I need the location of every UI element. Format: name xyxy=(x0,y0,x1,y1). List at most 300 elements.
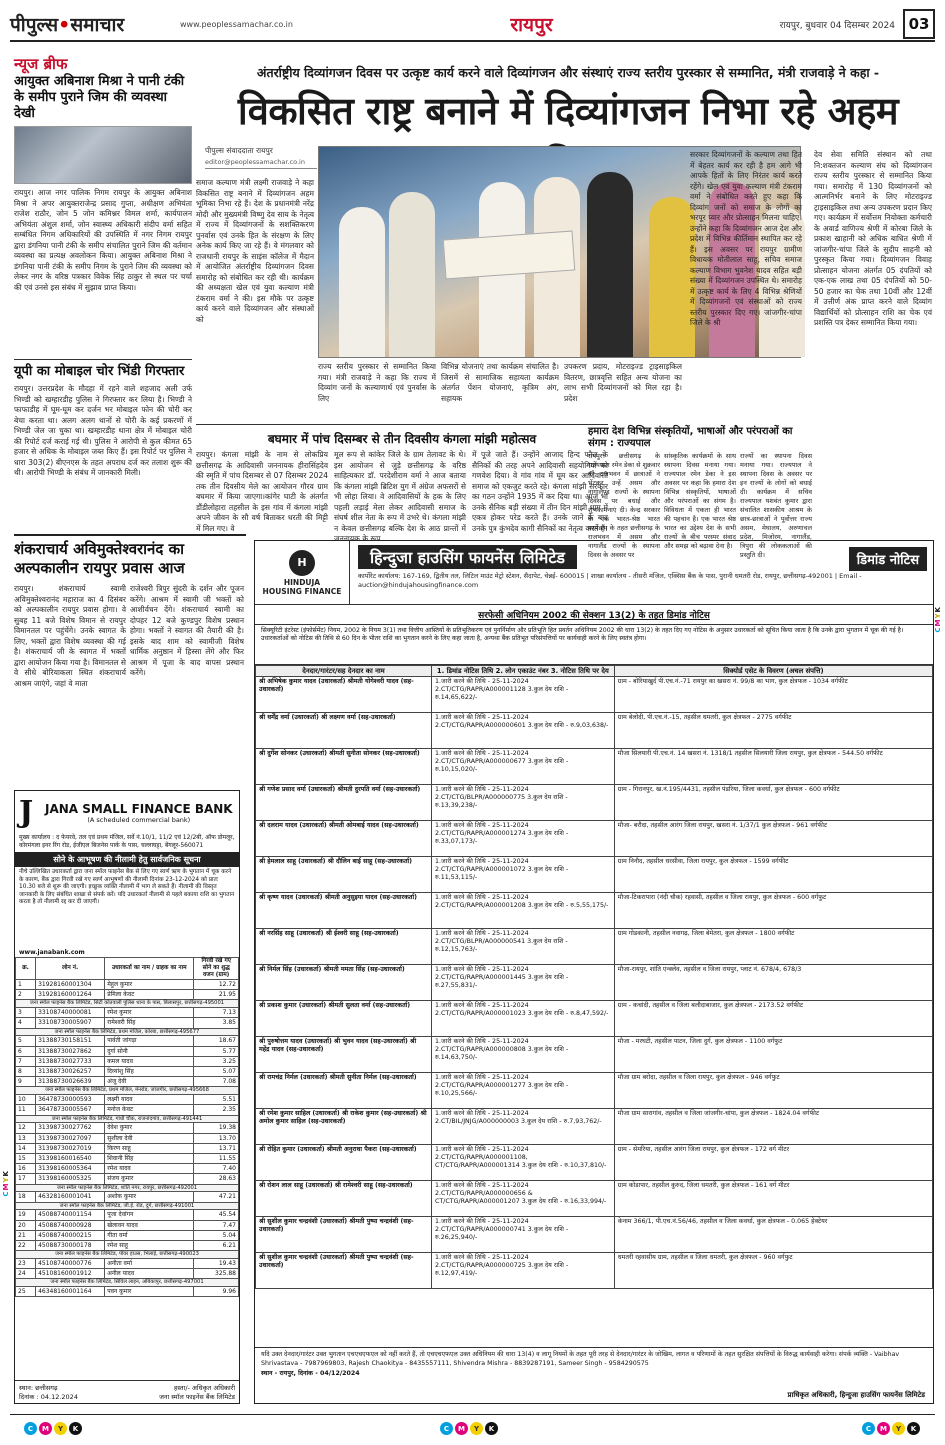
brief-photo-1 xyxy=(14,126,192,184)
divider xyxy=(196,424,608,425)
table-row xyxy=(256,821,933,857)
magenta-dot-icon: M xyxy=(39,1422,52,1435)
borrower-names: श्री धर्मेंद्र वर्मा (उधारकर्ता) श्री लक्ष्मण वर्मा (सह-उधारकर्ता) xyxy=(256,713,432,749)
table-row xyxy=(16,1220,239,1230)
footer-signatory: प्राधिकृत अधिकारी, हिन्दुजा हाउसिंग फायनेंस लिमिटेड xyxy=(787,1390,925,1399)
borrower-names: श्री नरसिंह साहू (उधारकर्ता) श्री ईश्वरी साहू (सह-उधारकर्ता) xyxy=(256,929,432,965)
masthead xyxy=(10,8,935,42)
table-row xyxy=(16,1259,239,1269)
table-row xyxy=(256,893,933,929)
loan-details: 1.जारी करने की तिथि - 25-11-2024 2.CT/CTG/RAPR/A000001023 3.कुल देय राशि - रु.8,47,592/- xyxy=(432,1001,615,1037)
gold-loan-table xyxy=(15,957,239,1297)
gold-weight-cell: 5.77 xyxy=(194,1046,239,1056)
borrower-name-cell: अनीता वर्मा xyxy=(105,1259,194,1269)
borrower-names: श्री निर्मल सिंह (उधारकर्ता) श्रीमती ममता सिंह (सह-उधारकर्ता) xyxy=(256,965,432,1001)
news-brief-column xyxy=(14,74,192,562)
dateline: रायपुर, बुधवार 04 दिसम्बर 2024 xyxy=(779,20,895,31)
loan-number-cell: 31398730027097 xyxy=(36,1133,105,1143)
branch-row xyxy=(16,1115,239,1123)
branch-row xyxy=(16,1279,239,1287)
table-row xyxy=(256,1217,933,1253)
gold-weight-cell: 47.21 xyxy=(194,1192,239,1202)
loan-details: 1.जारी करने की तिथि - 25-11-2024 2.CT/CTG/RAPR/A000001072 3.कुल देय राशि - रु.11,53,115/- xyxy=(432,857,615,893)
shankaracharya-col-2: राजेश्वरी त्रिपुर सुंदरी के दर्शन और पूजन करेंगे। आश्रम में स्वामी जी भक्तों को आशीर्वचन देंगे। शंकराचार्य स्वामी का दोपहर 12 बजे कुण्डपुर विशेष प्रस्थान होगा। भक्तों ने स्वागत की तैयारी की है। इसके बाद शाम को स्वामीजी विशेष धार्मिक अनुष्ठान में हिस्सा लेंगे और फिर आश्रम में पूजा के बाद वापस प्रस्थान करेंगे। xyxy=(130,584,244,677)
asset-details: ग्राम - सेमरिया, तहसील आरंग जिला रायपुर, कुल क्षेत्रफल - 172 वर्ग मीटर xyxy=(614,1145,932,1181)
gold-weight-cell: 18.67 xyxy=(194,1036,239,1046)
borrower-names: श्री गणेश प्रसाद वर्मा (उधारकर्ता) श्रीमती दुरपति वर्मा (सह-उधारकर्ता) xyxy=(256,785,432,821)
gold-weight-cell: 19.43 xyxy=(194,1259,239,1269)
loan-number-cell: 46328160001041 xyxy=(36,1192,105,1202)
table-row xyxy=(256,713,933,749)
loan-details: 1.जारी करने की तिथि - 25-11-2024 2.CT/CTG/RAPR/A000001277 3.कुल देय राशि - रु.10,25,566/- xyxy=(432,1073,615,1109)
shankaracharya-col-1: रायपुर। शंकराचार्य स्वामी अविमुक्तेश्वरानंद महाराज का 4 दिसंबर को अल्पकालीन रायपुर प्रवास होगा। वे सुबह 11 बजे विशेष विमान से रायपुर विमानतल पर पहुंचेंगे। उनके स्वागत के लिए, भक्तों द्वारा विशेष व्यवस्था की गई है। शंकराचार्य जी के स्वागत में भक्तों द्वारा आयोजन किया गया है। विमानतल से वे सीधे बोरियाकला स्थित शंकराचार्य आश्रम जाएंगे, जहां वे माता xyxy=(14,584,126,688)
jana-sign-2: जना स्मॉल फाइनेंस बैंक लिमिटेड xyxy=(159,1393,235,1401)
loan-number-cell: 31398160005325 xyxy=(36,1174,105,1184)
gold-weight-cell: 6.21 xyxy=(194,1241,239,1251)
borrower-name-cell: किरण साहू xyxy=(105,1143,194,1153)
hinduja-demand-notice xyxy=(254,540,934,1404)
borrower-name-cell: देवेश कुमार xyxy=(105,1123,194,1133)
demand-notice-badge: डिमांड नोटिस xyxy=(849,547,927,571)
manjhi-col-2: मूल रूप से कांकेर जिले के ग्राम तेलावट के थे। इस आयोजन से जुड़े छत्तीसगढ़ के वरिष्ठ साहित्यकार डॉ. परदेशीराम वर्मा ने आज बताया कि कंगला मांझी ब्रिटिश युग में अंग्रेज अफसरों से भी लोहा लिया। वे आदिवासियों के हक के लिए पहली लड़ाई मेला लेकर आदिवासी समाज के संघर्ष शील नेता के रूप में उभरे थे। कंगला मांझी न केवल छत्तीसगढ़ बल्कि देश के आठ प्रान्तों में जननायक के रूप xyxy=(334,450,466,543)
branch-row xyxy=(16,1184,239,1192)
serial-cell: 25 xyxy=(16,1287,36,1297)
branch-row xyxy=(16,1251,239,1259)
table-row xyxy=(256,785,933,821)
loan-details: 1.जारी करने की तिथि - 25-11-2024 2.CT/CTG/RAPR/A000001128 3.कुल देय राशि - रु.14,65,622/- xyxy=(432,677,615,713)
branch-address: जना स्मॉल फाइनेंस बैंक लिमिटेड, जी.ई. रोड, दुर्ग, छत्तीसगढ़-491001 xyxy=(16,1202,239,1210)
borrower-name-cell: लक्ष्मी यादव xyxy=(105,1095,194,1105)
borrower-name-cell: सुशीला देवी xyxy=(105,1133,194,1143)
logo-right: समाचार xyxy=(70,14,125,36)
shankaracharya-headline[interactable]: शंकराचार्य अविमुक्तेश्वरानंद का अल्पकालीन रायपुर प्रवास आज xyxy=(14,540,185,577)
photo-figure xyxy=(339,207,385,357)
serial-cell: 16 xyxy=(16,1164,36,1174)
borrower-name-cell: पार्वती जांगड़ा xyxy=(105,1036,194,1046)
asset-details: मौजा-टिकरापारा (नंदी चौक) रहवासी, तहसील व जिला रायपुर, कुल क्षेत्रफल - 600 वर्गफुट xyxy=(614,893,932,929)
loan-number-cell: 45088730000178 xyxy=(36,1241,105,1251)
notice-intro: सिक्यूरिटी इंटरेस्ट (इंफोर्समेंट) नियम, 2002 के नियम 3(1) तथा वित्तीय आस्तियों के प्रतिभूतिकरण एवं पुनर्निर्माण और प्रतिभूति हित प्रवर्तन अधिनियम 2002 की धारा 13(2) के तहत दिए गए नोटिस के अनुसार उधारकर्ता को सूचित किया जाता है कि उनके द्वारा भुगतान में चूक की गई है। उधारकर्ताओं को नोटिस की तिथि से 60 दिन के भीतर राशि का भुगतान करने के लिए कहा जाता है, अन्यथा बैंक प्रतिभूत परिसंपत्तियों पर कार्यवाही करने के लिए स्वतंत्र होगा। xyxy=(255,625,933,665)
brief-text-1: रायपुर। आज नगर पालिक निगम रायपुर के आयुक्त अबिनाश मिश्रा ने अपर आयुक्तराजेन्द्र प्रसाद गुप्ता, अधीक्षण अभियंता राजेश राठौर, जोन 5 जोन कमिश्नर विमल शर्मा, कार्यपालन अभियंता अंशुल शर्मा, जोन स्वास्थ्य अधिकारी संदीप वर्मा सहित सम्बंधित निगम अधिकारियों की उपस्थिति में नगर निगम रायपुर द्वारा डंगनिया पानी टंकी के समीप संचालित पुराने जिम की वर्तमान व्यवस्था का प्रत्यक्ष अवलोकन किया। आयुक्त अबिनाश मिश्रा ने डंगनिया पानी टंकी के समीप निगम के पुराने जिम की व्यवस्था को लेकर नगर के वरिष्ठ पत्रकार विवेक सिंह ठाकुर से स्थल पर चर्चा की एवं उनसे इस संबंध में सुझाव प्राप्त किया। xyxy=(14,188,192,292)
asset-details: मौजा- बरौदा, तहसील आरंग जिला रायपुर, खसरा नं. 1/37/1 कुल क्षेत्रफल - 961 वर्गफीट xyxy=(614,821,932,857)
borrower-names: श्री दलराम यादव (उधारकर्ता) श्रीमती ओमबाई यादव (सह-उधारकर्ता) xyxy=(256,821,432,857)
notice-footer xyxy=(255,1347,933,1403)
manjhi-col-3: में पूजे जाते हैं। उन्होंने आजाद हिन्द फौज के सैनिकों की तरह अपने आदिवासी सहयोगियों को गणवेश दिया। वे गांव गांव में घूम कर आदिवासी समाज को एकजुट करते रहे। कंगला मांझी सरकार का गठन उन्होंने 1935 में कर दिया था। आज भी उनके सैनिक बड़ी संख्या में तीन दिन मांझी धाम में एकत्र होकर परेड करते हैं। उनके जाने के बाद उनके पुत्र कुंभदेव कागी सैनिकों का नेतृत्व करते हैं। xyxy=(472,450,608,533)
cmyk-registration-left xyxy=(24,1422,82,1435)
cmyk-registration-center xyxy=(440,1422,498,1435)
borrower-names: श्री पुरुषोत्तम यादव (उधारकर्ता) श्री भुवन यादव (सह-उधारकर्ता) श्री महेंद्र यादव (सह-उधारकर्ता) xyxy=(256,1037,432,1073)
table-row xyxy=(16,1123,239,1133)
gold-weight-cell: 12.72 xyxy=(194,980,239,990)
borrower-names: श्री कृष्ण यादव (उधारकर्ता) श्रीमती अनुसुइया यादव (सह-उधारकर्ता) xyxy=(256,893,432,929)
gold-weight-cell: 7.13 xyxy=(194,1008,239,1018)
bottom-rule xyxy=(10,1414,935,1415)
asset-details: मौजा - मरघटी, तहसील पाटन, जिला दुर्ग, कुल क्षेत्रफल - 1100 वर्गफुट xyxy=(614,1037,932,1073)
table-row xyxy=(16,1133,239,1143)
cyan-dot-icon: C xyxy=(24,1422,37,1435)
table-row xyxy=(256,1001,933,1037)
loan-details: 1.जारी करने की तिथि - 25-11-2024 2.CT/CTG/RAPR/A000000741 3.कुल देय राशि - रु.26,25,940/- xyxy=(432,1217,615,1253)
header-loan: 1. डिमांड नोटिस तिथि 2. लोन एकाउंट नंबर 3. नोटिस तिथि पर देय xyxy=(432,666,615,677)
loan-number-cell: 33108740000081 xyxy=(36,1008,105,1018)
loan-number-cell: 31388730027862 xyxy=(36,1046,105,1056)
table-row xyxy=(16,1067,239,1077)
table-row xyxy=(16,1018,239,1028)
footer-text: यदि उक्त देनदार/गारंटर उक्त भुगतान एचएचएफएल को नहीं करते हैं, तो एचएचएफएल उक्त अधिनियम की धारा 13(4) व लागू नियमों के तहत पूरी तरह से देनदार/गारंटर के जोखिम, लागत व परिणामों के तहत सुरक्षित संपत्तियों के विरुद्ध कार्यवाही करेगा। संपर्क व्यक्ति - Vaibhav Shrivastava - 7987969803, Rajesh Chaokitya - 8435557111, Shivendra Mishra - 8839287191, Sameer Singh - 9584290575 xyxy=(261,1351,900,1367)
loan-details: 1.जारी करने की तिथि - 25-11-2024 2.CT/CTG/BLPR/A000000775 3.कुल देय राशि - रु.13,39,238/- xyxy=(432,785,615,821)
table-row xyxy=(16,1143,239,1153)
header-names: देनदार/गारंटर/सह देनदार का नाम xyxy=(256,666,432,677)
lead-col-1: समाज कल्याण मंत्री लक्ष्मी राजवाड़े ने कहा विकसित राष्ट्र बनाने में दिव्यांगजन अहम भूमिका निभा रहे हैं। देश के प्रधानमंत्री नरेंद्र मोदी और मुख्यमंत्री विष्णु देव साय के नेतृत्व में राज्य में दिव्यांगजनों के सशक्तिकरण पुनर्वास एवं उनके हित के संरक्षण के लिए अनेक कार्य किए जा रहे हैं। वे मंगलवार को राजधानी रायपुर के साइंस कॉलेज में मैदान में आयोजित अंतर्राष्ट्रीय दिव्यांगजन दिवस समारोह को संबोधित कर रही थी। कार्यक्रम की अध्यक्षता खेल एवं युवा कल्याण मंत्री टंकराम वर्मा ने की। इस मौके पर उत्कृष्ट कार्य करने वाले दिव्यांगजन और संस्थाओं को xyxy=(196,178,314,324)
asset-details: धमतरी रहवासीय ग्राम, तहसील व जिला धमतरी, कुल क्षेत्रफल - 960 वर्गफुट xyxy=(614,1253,932,1289)
branch-address: जना स्मॉल फाइनेंस बैंक लिमिटेड, सिविल लाइन, अंबिकापुर, छत्तीसगढ़-497001 xyxy=(16,1279,239,1287)
table-row xyxy=(16,1046,239,1056)
table-row xyxy=(256,1181,933,1217)
culture-col-1: रायपुर। छत्तीसगढ़ के राज्यपाल रमेन डेका से शुक्रवार को राजभवन में छात्राओं ने भेंटकर उन्हें असम और नागालैण्ड राज्यों के स्थापना दिवस पर बधाई और शुभकामनाएं दी। केन्द्र सरकार के एक भारत-श्रेष्ठ भारत कार्यक्रम के तहत छत्तीसगढ़ के राजभवन में असम और नागालैंड राज्यों के स्थापना दिवस के अवसर पर xyxy=(588,452,660,559)
edition-city: रायपुर xyxy=(510,14,553,36)
serial-cell: 10 xyxy=(16,1095,36,1105)
gold-weight-cell: 3.25 xyxy=(194,1056,239,1066)
newspaper-logo[interactable] xyxy=(10,11,180,37)
loan-details: 1.जारी करने की तिथि - 25-11-2024 2.CT/CTG/RAPR/A000000601 3.कुल देय राशि - रु.9,03,638/- xyxy=(432,713,615,749)
jana-sign-1: हस्ता/- अधिकृत अधिकारी xyxy=(173,1384,235,1392)
byline-text: पीपुल्स संवाददाता रायपुर xyxy=(205,146,273,155)
table-row xyxy=(256,1037,933,1073)
yellow-dot-icon: Y xyxy=(892,1422,905,1435)
loan-details: 1.जारी करने की तिथि - 25-11-2024 2.CT/CTG/RAPR/A000000808 3.कुल देय राशि - रु.14,63,750/- xyxy=(432,1037,615,1073)
table-row xyxy=(16,1056,239,1066)
gold-weight-cell: 7.47 xyxy=(194,1220,239,1230)
header-borrower: उधारकर्ता का नाम / ग्राहक का नाम xyxy=(105,958,194,980)
borrower-name-cell: शिवानी सिंह xyxy=(105,1154,194,1164)
serial-cell: 11 xyxy=(16,1105,36,1115)
jana-header xyxy=(15,791,239,834)
asset-details: मौजा सिलयारी पी.एच.नं. 14 खसरा नं. 1318/1 तहसील सिलयारी जिला रायपुर, कुल क्षेत्रफल - 544.50 वर्गफीट xyxy=(614,749,932,785)
notice-act-title: सरफेसी अधिनियम 2002 की सेक्शन 13(2) के तहत डिमांड नोटिस xyxy=(255,605,933,625)
loan-number-cell: 46348160001164 xyxy=(36,1287,105,1297)
logo-left: पीपुल्स xyxy=(10,14,59,36)
table-row xyxy=(16,1269,239,1279)
borrower-name-cell: अंजू देवी xyxy=(105,1077,194,1087)
gold-weight-cell: 19.38 xyxy=(194,1123,239,1133)
borrower-name-cell: अनील यादव xyxy=(105,1269,194,1279)
serial-cell: 14 xyxy=(16,1143,36,1153)
photo-figure xyxy=(649,197,695,357)
table-row xyxy=(16,1036,239,1046)
lead-col-4: देव सेवा समिति संस्थान को तथा नि:शक्तजन कल्याण संघ को दिव्यांगजन राज्य स्तरीय पुरस्कार से सम्मानित किया गया। समारोह में 130 दिव्यांगजनों को आत्मनिर्भर बनाने के लिए मोटराइज्ड ट्राइसाइकिल तथा अन्य उपकरण प्रदान किए गए। कार्यक्रम में सर्वोत्तम नियोक्ता कर्मचारी के अवार्ड वाणिज्य श्रेणी में कोरबा जिले के प्रकाश खाहानी को अधिक बाधित श्रेणी में जांजगीर-चांपा जिले के सुदीप साहनी को पुरस्कृत किया गया। दिव्यांगजन विवाह प्रोत्साहन योजना अंतर्गत 05 दंपतियों को एक-एक लाख तथा 05 दंपतियों को 50-50 हजार का चेक तथा 10वीं और 12वीं में उत्तीर्ण अंक प्राप्त करने वाले दिव्यांग विद्यार्थियों को प्रोत्साहन राशि का चेक एवं प्रशस्ति पत्र देकर सम्मानित किया गया। xyxy=(814,150,932,327)
borrower-names: श्री प्रकाश कुमार (उधारकर्ता) श्रीमती सुलता वर्मा (सह-उधारकर्ता) xyxy=(256,1001,432,1037)
asset-details: मौजा-रायपुर, शांति एन्क्लेव, तहसील व जिला रायपुर, प्लाट नं. 678/4, 678/3 xyxy=(614,965,932,1001)
hinduja-logo xyxy=(255,541,350,604)
borrower-name-cell: रमेश कुमार xyxy=(105,1008,194,1018)
branch-row xyxy=(16,1202,239,1210)
serial-cell: 23 xyxy=(16,1259,36,1269)
hinduja-logo-icon: H xyxy=(289,550,315,576)
gold-weight-cell: 5.51 xyxy=(194,1095,239,1105)
serial-cell: 9 xyxy=(16,1077,36,1087)
notice-title-block xyxy=(350,541,933,604)
gold-weight-cell: 325.88 xyxy=(194,1269,239,1279)
hinduja-company-name: हिन्दुजा हाउसिंग फायनेंस लिमिटेड xyxy=(358,545,577,569)
asset-details: मौजा ग्राम बरोदा, तहसील व जिला रायपुर, कुल क्षेत्रफल - 946 वर्गफुट xyxy=(614,1073,932,1109)
borrower-name-cell: रामेश्वरी सिंह xyxy=(105,1018,194,1028)
table-row xyxy=(16,1105,239,1115)
gold-weight-cell: 28.63 xyxy=(194,1174,239,1184)
loan-number-cell: 36478730000593 xyxy=(36,1095,105,1105)
serial-cell: 8 xyxy=(16,1067,36,1077)
cmyk-registration-right xyxy=(862,1422,920,1435)
asset-details: ग्राम गोडकानी, तहसील नवागढ़, जिला बेमेतरा, कुल क्षेत्रफल - 1800 वर्गफीट xyxy=(614,929,932,965)
cmyk-side-left: CMYK xyxy=(2,1170,10,1197)
gold-weight-cell: 7.40 xyxy=(194,1164,239,1174)
header-weight: गिरवी रखे गए सोने का शुद्ध वजन (ग्राम) xyxy=(194,958,239,980)
serial-cell: 6 xyxy=(16,1046,36,1056)
borrower-names: श्री रोहित कुमार (उधारकर्ता) श्रीमती अनुराधा पैकरा (सह-उधारकर्ता) xyxy=(256,1145,432,1181)
black-dot-icon: K xyxy=(485,1422,498,1435)
hinduja-brand: HINDUJA xyxy=(283,577,321,587)
borrower-name-cell: रमेश यादव xyxy=(105,1164,194,1174)
branch-row xyxy=(16,1028,239,1036)
serial-cell: 2 xyxy=(16,990,36,1000)
branch-row xyxy=(16,1087,239,1095)
cyan-dot-icon: C xyxy=(440,1422,453,1435)
lead-byline xyxy=(205,146,317,169)
borrower-name-cell: रमेश साहू xyxy=(105,1241,194,1251)
branch-address: जना स्मॉल फाइनेंस बैंक लिमिटेड, प्रथम मंजिल, कोरबा, छत्तीसगढ़-495677 xyxy=(16,1028,239,1036)
borrower-name-cell: मेहुल कुमार xyxy=(105,980,194,990)
loan-number-cell: 31388730027733 xyxy=(36,1056,105,1066)
cmyk-side-right: CMYK xyxy=(934,606,942,633)
branch-row xyxy=(16,1000,239,1008)
magenta-dot-icon: M xyxy=(877,1422,890,1435)
yellow-dot-icon: Y xyxy=(54,1422,67,1435)
serial-cell: 4 xyxy=(16,1018,36,1028)
gold-auction-title: सोने के आभूषण की नीलामी हेतु सार्वजनिक सूचना xyxy=(15,852,239,867)
lead-col-3: सरकार दिव्यांगजनों के कल्याण तथा हित में बेहतर कार्य कर रही है हम आगे भी आपके हितों के लिए निरंतर कार्य करते रहेंगे। खेल एवं युवा कल्याण मंत्री टंकराम वर्मा ने संबोधित करते हुए कहा कि दिव्यांग जनों को समाज के लोगों का भरपूर प्यार और प्रोत्साहन मिलना चाहिए। उन्होंने कहा कि दिव्यांगजन आज देश और प्रदेश में विभिन्न कीर्तिमान स्थापित कर रहे हैं। इस अवसर पर रायपुर ग्रामीण विधायक मोतीलाल साहू, सचिव समाज कल्याण विभाग भुवनेश यादव सहित बड़ी संख्या में दिव्यांगजन उपस्थित थे। समारोह में उत्कृष्ट कार्य के लिए 4 विभिन्न श्रेणियों में दिव्यांगजनों एवं संस्थाओं को राज्य स्तरीय पुरस्कार दिए गए। जांजगीर-चांपा जिले के श्री xyxy=(690,150,802,327)
borrower-name-cell: खेलावन यादव xyxy=(105,1220,194,1230)
asset-details: ग्राम - बोरियाखुर्द पी.एच.नं.-71 रायपुर का खसरा नं. 99/8 का भाग, कुल क्षेत्रफल - 1034 वर्गफीट xyxy=(614,677,932,713)
culture-col-2: सांस्कृतिक कार्यक्रमों के साथ स्थापना दिवस मनाया गया। राज्यपाल रमेन डेका ने इस अवसर पर कहा कि हमारा देश विभिन्न संस्कृतियों, भाषाओं और परंपराओं का संगम है। विविधता में एकता ही भारत की पहचान है। एक भारत श्रेष्ठ भारत का उद्देश्य देश के सभी राज्यों के बीच परस्पर संवाद और समझ को बढ़ावा देना है। xyxy=(664,452,736,550)
loan-number-cell: 31398160005364 xyxy=(36,1164,105,1174)
divider xyxy=(14,534,246,536)
gold-weight-cell: 45.54 xyxy=(194,1210,239,1220)
table-row xyxy=(16,1210,239,1220)
table-row xyxy=(16,1241,239,1251)
gold-weight-cell: 21.95 xyxy=(194,990,239,1000)
cyan-dot-icon: C xyxy=(862,1422,875,1435)
borrower-names: श्री सुशील कुमार चन्द्रवंशी (उधारकर्ता) श्रीमती पुष्पा चन्द्रवंशी (सह-उधारकर्ता) xyxy=(256,1253,432,1289)
hinduja-address: कार्पोरेट कार्यालय: 167-169, द्वितीय तल, लिटिल माउंट मेट्रो स्टेशन, सैदापेट, चेन्नई- 600015 | शाखा कार्यालय - तीसरी मंजिल, एक्सिस बैंक के पास, पुरानी धमतरी रोड, रायपुर, छत्तीसगढ़-492001 | Email - auction@hindujahousingfinance.com xyxy=(358,572,862,589)
borrower-names: श्री दुर्गेश सोनकर (उधारकर्ता) श्रीमती सुनीता सोनकर (सह-उधारकर्ता) xyxy=(256,749,432,785)
borrower-name-cell: गीता वर्मा xyxy=(105,1230,194,1240)
asset-details: ग्राम - कचांदी, तहसील व जिला बलौदाबाजार, कुल क्षेत्रफल - 2173.52 वर्गफीट xyxy=(614,1001,932,1037)
loan-number-cell: 31388730026639 xyxy=(36,1077,105,1087)
asset-details: केनाम 366/1, पी.एच.नं.56/46, तहसील व जिला कवर्धा, कुल क्षेत्रफल - 0.065 हेक्टेयर xyxy=(614,1217,932,1253)
loan-number-cell: 31398160016540 xyxy=(36,1154,105,1164)
borrower-name-cell: संजय कुमार xyxy=(105,1174,194,1184)
gold-weight-cell: 3.85 xyxy=(194,1018,239,1028)
asset-details: मौजा ग्राम सारागांव, तहसील व जिला जांजगीर-चांपा, कुल क्षेत्रफल - 1824.04 वर्गफीट xyxy=(614,1109,932,1145)
table-row xyxy=(256,1073,933,1109)
table-row xyxy=(16,1095,239,1105)
black-dot-icon: K xyxy=(69,1422,82,1435)
byline-email[interactable]: editor@peoplessamachar.co.in xyxy=(205,158,305,166)
asset-details: ग्राम कोडापार, तहसील कुरुद, जिला धमतरी, कुल क्षेत्रफल - 161 वर्ग मीटर xyxy=(614,1181,932,1217)
lead-caption-1: राज्य स्तरीय पुरस्कार से सम्मानित किया गया। मंत्री राजवाड़े ने कहा कि राज्य में दिव्यांग जनों के कल्याणार्थ एवं पुनर्वास के लिए xyxy=(318,362,436,403)
gold-auction-text: नीचे उल्लिखित उधारकर्ता द्वारा जना स्मॉल फाइनेंस बैंक से लिए गए स्वर्ण ऋण के भुगतान में चूक करने के कारण, बैंक द्वारा गिरवी रखे गए स्वर्ण आभूषणों की नीलामी दिनांक 23-12-2024 को प्रातः 10.30 बजे से शुरू की जाएगी। इच्छुक व्यक्ति नीलामी में भाग ले सकते हैं। नीलामी की विस्तृत जानकारी के लिए संबंधित शाखा से संपर्क करें। यदि उधारकर्ता नीलामी से पहले बकाया राशि का भुगतान करता है तो नीलामी रद्द कर दी जाएगी। xyxy=(19,869,235,905)
serial-cell: 22 xyxy=(16,1241,36,1251)
loan-number-cell: 31398730027762 xyxy=(36,1123,105,1133)
header-loan-no: लोन नं. xyxy=(36,958,105,980)
table-row xyxy=(256,749,933,785)
jana-website[interactable]: www.janabank.com xyxy=(19,949,85,956)
serial-cell: 24 xyxy=(16,1269,36,1279)
table-header-row xyxy=(16,958,239,980)
loan-details: 1.जारी करने की तिथि - 25-11-2024 2.CT/CTG/RAPR/A000001445 3.कुल देय राशि - रु.27,55,831/- xyxy=(432,965,615,1001)
table-row xyxy=(256,929,933,965)
loan-number-cell: 45088740000215 xyxy=(36,1230,105,1240)
jana-bank-sub: (A scheduled commercial bank) xyxy=(87,815,191,824)
branch-address: जना स्मॉल फाइनेंस बैंक लिमिटेड, पॉवर हाउस, भिलाई, छत्तीसगढ़-490023 xyxy=(16,1251,239,1259)
gold-weight-cell: 13.70 xyxy=(194,1133,239,1143)
brief-headline-2[interactable]: यूपी का मोबाइल चोर भिंडी गिरफ्तार xyxy=(14,364,185,379)
table-row xyxy=(256,1253,933,1289)
borrower-name-cell: कमल यादव xyxy=(105,1056,194,1066)
branch-address: जना स्मॉल फाइनेंस बैंक लिमिटेड, सिटी कोतवाली पुलिस थाना के पास, बिलासपुर, छत्तीसगढ़-495001 xyxy=(16,1000,239,1008)
table-row xyxy=(16,1154,239,1164)
loan-details: 1.जारी करने की तिथि - 25-11-2024 2.CT/CTG/RAPR/A000001208 3.कुल देय राशि - रु.5,55,175/- xyxy=(432,893,615,929)
table-row xyxy=(256,857,933,893)
table-row xyxy=(16,1164,239,1174)
website-link[interactable]: www.peoplessamachar.co.in xyxy=(180,19,293,29)
borrower-name-cell: अशोक कुमार xyxy=(105,1192,194,1202)
loan-number-cell: 31928160001304 xyxy=(36,980,105,990)
table-row xyxy=(16,1230,239,1240)
table-row xyxy=(16,1174,239,1184)
magenta-dot-icon: M xyxy=(455,1422,468,1435)
gold-weight-cell: 2.35 xyxy=(194,1105,239,1115)
borrower-names: श्री रामचंद्र निर्मल (उधारकर्ता) श्रीमती सुनीता निर्मल (सह-उधारकर्ता) xyxy=(256,1073,432,1109)
loan-number-cell: 31388730158151 xyxy=(36,1036,105,1046)
table-row xyxy=(256,677,933,713)
serial-cell: 13 xyxy=(16,1133,36,1143)
loan-details: 1.जारी करने की तिथि - 25-11-2024 2.CT/CTG/BLPR/A000000541 3.कुल देय राशि - रु.12,15,763/- xyxy=(432,929,615,965)
gold-weight-cell: 5.04 xyxy=(194,1230,239,1240)
manjhi-headline[interactable]: बघमार में पांच दिसम्बर से तीन दिवसीय कंगला मांझी महोत्सव xyxy=(267,432,537,446)
table-row xyxy=(16,1287,239,1297)
borrower-names: श्री अभिषेक कुमार यादव (उधारकर्ता) श्रीमती योगेश्वरी यादव (सह-उधारकर्ता) xyxy=(256,677,432,713)
jana-date: दिनांक : 04.12.2024 xyxy=(19,1393,78,1401)
serial-cell: 12 xyxy=(16,1123,36,1133)
serial-cell: 1 xyxy=(16,980,36,990)
serial-cell: 5 xyxy=(16,1036,36,1046)
table-row xyxy=(16,1192,239,1202)
lead-caption-2: विभिन्न योजनाएं तथा कार्यक्रम संचालित है। जिसमें से सामाजिक सहायता कार्यक्रम अंतर्गत पेंशन योजनाएं, कृत्रिम अंग, सहायक xyxy=(441,362,559,403)
serial-cell: 15 xyxy=(16,1154,36,1164)
serial-cell: 21 xyxy=(16,1230,36,1240)
table-row xyxy=(256,1109,933,1145)
table-header-row xyxy=(256,666,933,677)
gold-weight-cell: 9.96 xyxy=(194,1287,239,1297)
borrower-name-cell: प्रेमिला केवट xyxy=(105,990,194,1000)
table-row xyxy=(16,990,239,1000)
borrower-name-cell: पूजा देवांगन xyxy=(105,1210,194,1220)
jana-bank-notice xyxy=(14,790,240,1404)
loan-details: 1.जारी करने की तिथि - 25-11-2024 2.CT/CTG/RAPR/A000001274 3.कुल देय राशि - रु.33,07,173/- xyxy=(432,821,615,857)
loan-number-cell: 45088740001154 xyxy=(36,1210,105,1220)
borrower-names: श्री रमेश कुमार साहिल (उधारकर्ता) श्री राकेश कुमार (सह-उधारकर्ता) श्री अमोल कुमार साहिल (सह-उधारकर्ता) xyxy=(256,1109,432,1145)
logo-separator: • xyxy=(58,14,71,36)
loan-number-cell: 33108730005907 xyxy=(36,1018,105,1028)
borrower-names: श्री रोशन लाल साहू (उधारकर्ता) श्री रामेश्वरी साहू (सह-उधारकर्ता) xyxy=(256,1181,432,1217)
table-row xyxy=(16,1077,239,1087)
borrower-name-cell: पवन कुमार xyxy=(105,1287,194,1297)
loan-number-cell: 36478730005567 xyxy=(36,1105,105,1115)
loan-number-cell: 45108160001912 xyxy=(36,1269,105,1279)
culture-col-3: राज्यों का स्थापना दिवस मनाया गया। राज्यपाल ने स्थापना दिवस के अवसर पर इन राज्यों के लोगों को बधाई दी। कार्यक्रम में सचिव राज्यपाल यशवंत कुमार द्वारा संचालित शासकीय आश्रम के छात्र-छात्राओं ने पूर्वोत्तर राज्य असम, मेघालय, अरुणाचल प्रदेश, मिजोरम, नागालैंड, त्रिपुरा की लोककलाओं की प्रस्तुति दी। xyxy=(740,452,812,559)
branch-address: जना स्मॉल फाइनेंस बैंक लिमिटेड, गांधी चौक, राजनांदगांव, छत्तीसगढ़-491441 xyxy=(16,1115,239,1123)
borrower-name-cell: दुर्गा सोनी xyxy=(105,1046,194,1056)
jana-logo-icon: J xyxy=(19,795,34,830)
gold-weight-cell: 11.55 xyxy=(194,1154,239,1164)
black-dot-icon: K xyxy=(907,1422,920,1435)
loan-number-cell: 45108740000776 xyxy=(36,1259,105,1269)
jana-address: मुख्य कार्यालय : द फेयरवे, तल एवं प्रथम मंजिल, सर्वे नं.10/1, 11/2 एवं 12/2बी, ऑफ डोमलूर, कोरमंगला इनर रिंग रोड, ईजीएल बिजनेस पार्क के पास, चल्लाघट्टा, बेंगलूर-560071 xyxy=(19,834,235,849)
lead-kicker: अंतर्राष्ट्रीय दिव्यांगजन दिवस पर उत्कृष्ट कार्य करने वाले दिव्यांगजन और संस्थाएं राज्य स्तरीय पुरस्कार से सम्मानित, मंत्री राजवाड़े ने कहा - xyxy=(256,65,880,80)
loan-details: 1.जारी करने की तिथि - 25-11-2024 2.CT/CTG/RAPR/A000000677 3.कुल देय राशि - रु.10,15,020/- xyxy=(432,749,615,785)
branch-address: जना स्मॉल फाइनेंस बैंक लिमिटेड, प्रथम मंजिल, मेनरोड, जांजगीर, छत्तीसगढ़-495668 xyxy=(16,1087,239,1095)
loan-number-cell: 31388730026257 xyxy=(36,1067,105,1077)
loan-details: 1.जारी करने की तिथि - 25-11-2024 2.CT/BIL/JNJG/A000000003 3.कुल देय राशि - रु.7,93,762/- xyxy=(432,1109,615,1145)
culture-headline[interactable]: हमारा देश विभिन्न संस्कृतियों, भाषाओं और परंपराओं का संगम : राज्यपाल xyxy=(588,426,793,449)
lead-headline[interactable]: विकसित राष्ट्र बनाने में दिव्यांगजन निभा रहे अहम xyxy=(237,88,899,133)
gold-weight-cell: 5.07 xyxy=(194,1067,239,1077)
borrower-names: श्री हेमलाल साहू (उधारकर्ता) श्री दौलिन बाई साहू (सह-उधारकर्ता) xyxy=(256,857,432,893)
jana-bank-name: JANA SMALL FINANCE BANK xyxy=(45,801,233,816)
photo-figure xyxy=(389,192,435,357)
page-number: 03 xyxy=(903,9,935,39)
borrower-table xyxy=(255,665,933,1289)
yellow-dot-icon: Y xyxy=(470,1422,483,1435)
serial-cell: 7 xyxy=(16,1056,36,1066)
table-row xyxy=(256,1145,933,1181)
asset-details: ग्राम बेलोदी, पी.एच.नं.-15, तहसील धमतरी, कुल क्षेत्रफल - 2775 वर्गफीट xyxy=(614,713,932,749)
serial-cell: 3 xyxy=(16,1008,36,1018)
notice-header xyxy=(255,541,933,605)
serial-cell: 17 xyxy=(16,1174,36,1184)
gold-weight-cell: 13.71 xyxy=(194,1143,239,1153)
news-brief-label: न्यूज ब्रीफ xyxy=(14,55,68,73)
loan-details: 1.जारी करने की तिथि - 25-11-2024 2.CT/CTG/RAPR/A000001108, CT/CTG/RAPR/A000001314 3.कुल देय राशि - रु.10,37,810/- xyxy=(432,1145,615,1181)
gold-weight-cell: 7.08 xyxy=(194,1077,239,1087)
borrower-name-cell: मनोज केवट xyxy=(105,1105,194,1115)
asset-details: ग्राम - गिरानपुर, ख.नं.195/4431, तहसील पंडरिया, जिला कवर्धा, कुल क्षेत्रफल - 600 वर्गफीट xyxy=(614,785,932,821)
jana-footer xyxy=(15,1380,239,1403)
brief-text-2: रायपुर। उत्तरप्रदेश के मौदहा में रहने वाले शहजाद अली उर्फ भिण्डी को खम्हारडीह पुलिस ने गिरफ्तार कर लिया है। भिण्डी ने फाफाडीह में घूम-घूम कर दर्जन भर मोबाइल फोन की चोरी कर बेचा करता था। अलग अलग थानों से चोरी के कई प्रकरणों में भिण्डी जेल जा चुका था। खम्हारडीह थाना क्षेत्र में मोबाइल चोरी की रिपोर्ट दर्ज कराई गई थी। पुलिस ने आरोपी से कुल कीमत 65 हजार से अधिक के मोबाइल जब्त किए हैं। इस रिपोर्ट पर पुलिस ने धारा 303(2) बीएनएस के तहत अपराध दर्ज कर तलाश शुरू की थी। आरोपी भिण्डी के संबंध में जानकारी मिली। xyxy=(14,384,192,477)
borrower-name-cell: दिव्यांशु सिंह xyxy=(105,1067,194,1077)
serial-cell: 20 xyxy=(16,1220,36,1230)
loan-number-cell: 31398730027019 xyxy=(36,1143,105,1153)
branch-address: जना स्मॉल फाइनेंस बैंक लिमिटेड, शांति नगर, रायपुर, छत्तीसगढ़-492001 xyxy=(16,1184,239,1192)
loan-details: 1.जारी करने की तिथि - 25-11-2024 2.CT/CTG/RAPR/A000000656 & CT/CTG/RAPR/A000001207 3.कुल देय राशि - रु.16,33,994/- xyxy=(432,1181,615,1217)
asset-details: ग्राम निनौद, तहसील धरसीवा, जिला रायपुर, कुल क्षेत्रफल - 1599 वर्गफीट xyxy=(614,857,932,893)
brief-headline-1[interactable]: आयुक्त अबिनाश मिश्रा ने पानी टंकी के समीप पुराने जिम की व्यवस्था देखी xyxy=(14,74,185,121)
loan-details: 1.जारी करने की तिथि - 25-11-2024 2.CT/CTG/RAPR/A000000725 3.कुल देय राशि - रु.12,97,419/- xyxy=(432,1253,615,1289)
header-sn: क्र. xyxy=(16,958,36,980)
jana-place: स्थान: छत्तीसगढ़ xyxy=(19,1384,58,1392)
borrower-names: श्री सुशील कुमार चन्द्रवंशी (उधारकर्ता) श्रीमती पुष्पा चन्द्रवंशी (सह-उधारकर्ता) xyxy=(256,1217,432,1253)
loan-number-cell: 45088740000928 xyxy=(36,1220,105,1230)
